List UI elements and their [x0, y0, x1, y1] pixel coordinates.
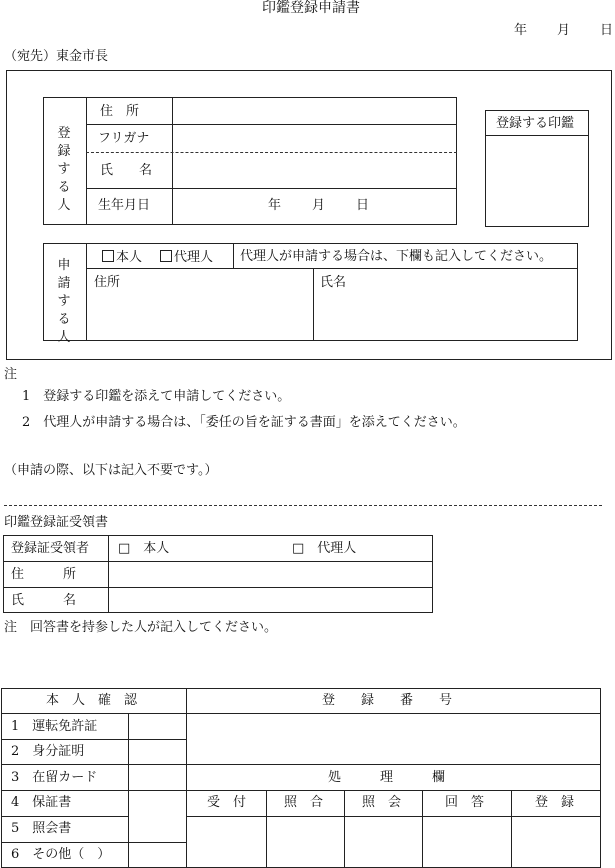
name-field[interactable] — [173, 154, 456, 187]
receipt-name-label: 氏 名 — [11, 593, 77, 608]
receiver-proxy-checkbox[interactable]: □ 代理人 — [292, 541, 357, 556]
no-entry-notice: （申請の際、以下は記入不要です。） — [4, 463, 218, 478]
processing-column-reply: 回 答 — [445, 795, 485, 810]
address-label: 住 所 — [100, 104, 140, 119]
registrant-side-label: 登 録 す る 人 — [57, 126, 71, 213]
birthdate-label: 生年月日 — [98, 198, 151, 213]
identity-item: 4 保証書 — [11, 795, 72, 810]
note-item: 2 代理人が申請する場合は、「委任の旨を証する書面」を添えてください。 — [22, 415, 466, 430]
cut-line — [4, 505, 602, 506]
identity-item: 1 運転免許証 — [11, 719, 98, 734]
date-year: 年 — [514, 23, 528, 38]
birthdate-month: 月 — [312, 198, 326, 213]
applicant-side-label: 申 請 す る 人 — [57, 258, 71, 345]
name-label: 氏 名 — [100, 163, 153, 178]
processing-column-receipt: 受 付 — [207, 795, 247, 810]
note-item: 1 登録する印鑑を添えて申請してください。 — [22, 389, 291, 404]
applicant-name-field[interactable] — [314, 290, 577, 340]
checkbox-icon — [102, 250, 114, 262]
receipt-address-field[interactable] — [109, 562, 432, 586]
applicant-address-field[interactable] — [87, 290, 312, 340]
date-day: 日 — [600, 23, 614, 38]
furigana-label: フリガナ — [98, 131, 150, 146]
identity-item: 3 在留カード — [11, 770, 98, 785]
date-month: 月 — [557, 23, 571, 38]
birthdate-year: 年 — [268, 198, 282, 213]
processing-column-collation: 照 合 — [284, 795, 324, 810]
receipt-name-field[interactable] — [109, 588, 432, 612]
addressee: （宛先）東金市長 — [4, 49, 109, 64]
receipt-address-label: 住 所 — [11, 567, 77, 582]
processing-header: 処 理 欄 — [328, 770, 446, 785]
applicant-address-label: 住所 — [94, 275, 121, 290]
receipt-note: 注 回答書を持参した人が記入してください。 — [4, 620, 278, 635]
furigana-field[interactable] — [173, 125, 456, 151]
notes-heading: 注 — [4, 367, 18, 382]
seal-box-title: 登録する印鑑 — [496, 116, 575, 131]
checkbox-icon — [160, 250, 172, 262]
receipt-title: 印鑑登録証受領書 — [4, 515, 109, 530]
identity-item: 6 その他（ ） — [11, 847, 111, 862]
page-title: 印鑑登録申請書 — [262, 0, 360, 16]
address-field[interactable] — [173, 98, 456, 123]
birthdate-day: 日 — [356, 198, 370, 213]
identity-item: 5 照会書 — [11, 821, 72, 836]
applicant-self-checkbox[interactable]: 本人 — [102, 250, 142, 264]
proxy-note: 代理人が申請する場合は、下欄も記入してください。 — [240, 249, 553, 264]
receiver-label: 登録証受領者 — [11, 541, 90, 556]
applicant-proxy-checkbox[interactable]: 代理人 — [160, 250, 213, 264]
registration-number-header: 登 録 番 号 — [322, 693, 453, 708]
identity-item: 2 身分証明 — [11, 744, 85, 759]
processing-column-inquiry: 照 会 — [362, 795, 402, 810]
identity-header: 本 人 確 認 — [46, 693, 138, 708]
applicant-name-label: 氏名 — [320, 275, 347, 290]
processing-column-registration: 登 録 — [535, 795, 575, 810]
receiver-self-checkbox[interactable]: □ 本人 — [118, 541, 170, 556]
